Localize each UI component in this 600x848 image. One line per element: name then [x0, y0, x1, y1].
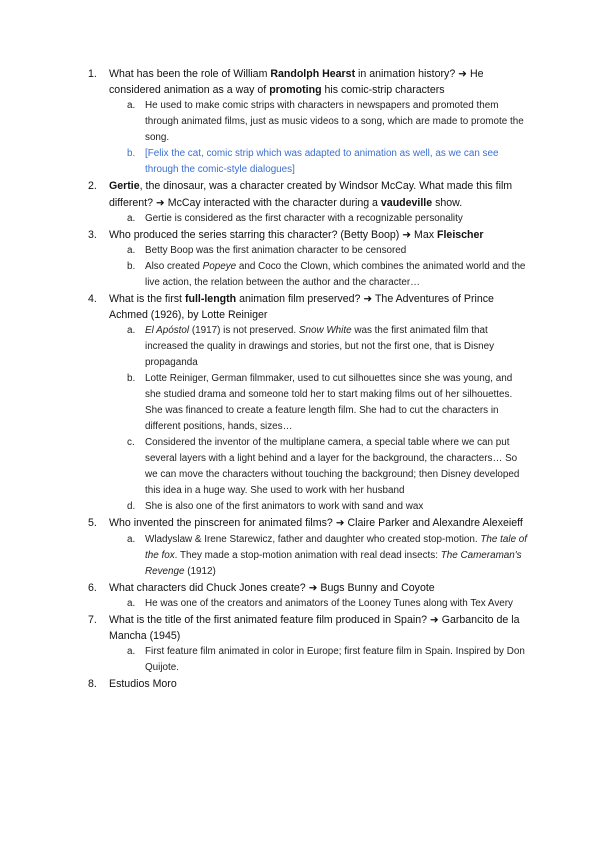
sub-item [0, 146, 600, 178]
sub-item-text: Gertie is considered as the first character with a recognizable personality [145, 212, 463, 224]
sub-item-letter: c. [127, 437, 135, 449]
sub-item-text: First feature film animated in color in Europe; first feature film in Spain. Inspired by Don Quijote. [145, 646, 525, 674]
sub-item [0, 323, 600, 371]
sub-item-letter: b. [127, 373, 136, 385]
sub-item-letter: a. [127, 597, 136, 609]
sub-item-text: He was one of the creators and animators of the Looney Tunes along with Tex Avery [145, 597, 513, 609]
question-number: 2. [88, 180, 97, 193]
sub-item [0, 211, 600, 227]
question-text: Who invented the pinscreen for animated films? ➜ Claire Parker and Alexandre Alexeieff [109, 517, 523, 530]
sub-item-text: [Felix the cat, comic strip which was adapted to animation as well, as we can see through the comic-style dialogues] [145, 148, 499, 176]
question-number: 4. [88, 293, 97, 306]
sub-item-letter: a. [127, 325, 136, 337]
question-number: 8. [88, 678, 97, 691]
question-item [0, 515, 600, 531]
question-number: 1. [88, 68, 97, 80]
question-text: What characters did Chuck Jones create? ➜ Bugs Bunny and Coyote [109, 581, 435, 594]
question-number: 5. [88, 517, 97, 530]
sub-item [0, 98, 600, 146]
sub-item-text: Lotte Reiniger, German filmmaker, used to cut silhouettes since she was young, and she studied drama and someone told her to start making films out of her silhouettes. She was financed to create a feature length film. She had to cut the characters in different positions, hands, sizes… [145, 373, 513, 433]
sub-item-letter: d. [127, 501, 136, 513]
sub-item-text: Also created Popeye and Coco the Clown, which combines the animated world and the live action, the relation between the author and the character… [145, 261, 526, 289]
question-item [0, 291, 600, 323]
sub-item-text: Betty Boop was the first animation character to be censored [145, 245, 407, 257]
sub-item [0, 596, 600, 612]
question-text: What is the first full-length animation film preserved? ➜ The Adventures of Prince Achmed (1926), by Lotte Reiniger [109, 293, 494, 322]
question-text: What has been the role of William Randolph Hearst in animation history? ➜ He considered animation as a way of promoting his comic-strip characters [109, 68, 484, 97]
question-item [0, 66, 600, 98]
question-text: What is the title of the first animated feature film produced in Spain? ➜ Garbancito de la Mancha (1945) [109, 613, 520, 643]
question-item [0, 580, 600, 596]
sub-item-letter: a. [127, 245, 136, 257]
sub-item-text: He used to make comic strips with characters in newspapers and promoted them through animated films, just as music videos to a song, which are made to promote the song. [145, 100, 524, 144]
question-item [0, 676, 600, 692]
question-number: 7. [88, 613, 97, 626]
sub-item-text: Considered the inventor of the multiplane camera, a special table where we can put several layers with a light behind and a layer for the background, the characters… So we can move the characters without touching the background; then Disney developed this idea in a huge way. She used to work with her husband [145, 437, 520, 497]
sub-item-letter: b. [127, 148, 136, 160]
sub-item-letter: a. [127, 212, 136, 224]
question-item [0, 612, 600, 644]
sub-item [0, 499, 600, 515]
sub-item [0, 259, 600, 291]
sub-item [0, 435, 600, 499]
question-text: Estudios Moro [109, 678, 177, 691]
sub-item-letter: a. [127, 646, 136, 658]
question-item [0, 178, 600, 210]
sub-item-text: She is also one of the first animators to work with sand and wax [145, 501, 424, 513]
question-text: Who produced the series starring this character? (Betty Boop) ➜ Max Fleischer [109, 228, 484, 241]
sub-item [0, 644, 600, 676]
sub-item-letter: b. [127, 261, 136, 273]
sub-item [0, 532, 600, 580]
sub-item-text: Wladyslaw & Irene Starewicz, father and daughter who created stop-motion. The tale of the fox. They made a stop-motion animation with real dead insects: The Cameraman's Revenge (1912) [145, 533, 528, 577]
question-item [0, 227, 600, 243]
question-number: 3. [88, 228, 97, 241]
question-text: Gertie, the dinosaur, was a character created by Windsor McCay. What made this film different? ➜ McCay interacted with the character during a vaudeville show. [109, 180, 513, 209]
document-body [0, 66, 600, 692]
sub-item [0, 371, 600, 435]
sub-item-text: El Apóstol (1917) is not preserved. Snow White was the first animated film that increased the quality in drawings and stories, but not the first one, that is Disney propaganda [145, 325, 495, 369]
sub-item [0, 243, 600, 259]
sub-item-letter: a. [127, 100, 136, 112]
question-number: 6. [88, 581, 97, 594]
sub-item-letter: a. [127, 533, 136, 545]
